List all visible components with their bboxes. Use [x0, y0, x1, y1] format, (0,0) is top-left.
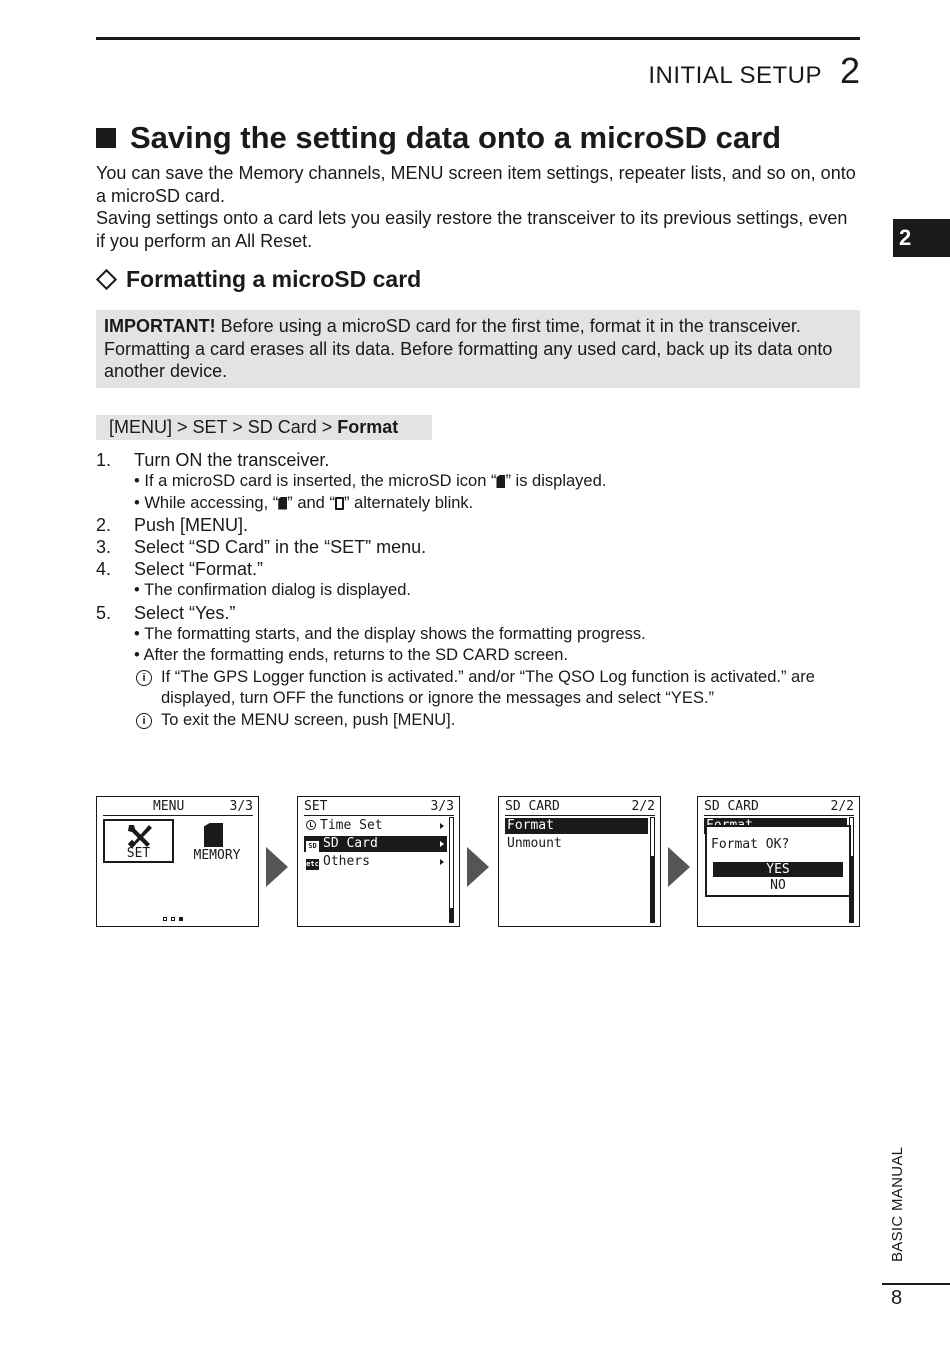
arrow-right-icon [467, 847, 489, 887]
footer-rule [882, 1283, 950, 1285]
page-dots [163, 917, 183, 921]
page-title [96, 120, 781, 156]
menu-path-item: Format [337, 417, 399, 437]
menu-set-label: SET [126, 846, 151, 861]
step-item [96, 558, 860, 580]
sd-icon: SD [306, 841, 319, 852]
intro-text [96, 162, 860, 252]
confirm-dialog [705, 825, 851, 897]
page-dot-active [179, 917, 183, 921]
microsd-icon [496, 475, 505, 488]
row-label: SD Card [323, 836, 378, 851]
step-number: 3. [96, 537, 112, 557]
clock-icon [306, 820, 316, 830]
step-number: 5. [96, 602, 112, 623]
screen-page: 2/2 [830, 799, 854, 814]
screen-set [297, 796, 460, 927]
diamond-icon [96, 269, 117, 290]
note-text: If “The GPS Logger function is activated.” and/or “The QSO Log function is activated.” are displayed, turn OFF the functions or ignore the messages and select “YES.” [161, 667, 815, 707]
step-text: Select “SD Card” in the “SET” menu. [134, 537, 427, 557]
step-text: Turn ON the transceiver. [134, 450, 330, 470]
scrollbar [449, 817, 454, 923]
memory-card-icon [204, 823, 223, 847]
bullet-text: • While accessing, “ [134, 493, 279, 512]
page-header [648, 50, 860, 92]
top-rule [96, 37, 860, 40]
screen-confirm [697, 796, 860, 927]
bullet-text: ” is displayed. [505, 472, 607, 490]
bullet-text: ” and “ [287, 493, 335, 512]
step-number: 2. [96, 515, 112, 535]
chevron-right-icon [440, 823, 444, 829]
set-row-time [304, 818, 447, 834]
menu-memory-item [179, 819, 255, 863]
microsd-outline-icon [335, 497, 344, 510]
screen-title: SD CARD [505, 799, 560, 814]
set-row-others [304, 854, 447, 870]
page-title-text: Saving the setting data onto a microSD card [130, 120, 782, 155]
step-bullet [96, 471, 860, 493]
page-number: 8 [891, 1287, 903, 1309]
screen-title: SET [304, 799, 328, 814]
subsection-title [96, 266, 421, 293]
menu-memory-label: MEMORY [193, 848, 241, 863]
chapter-tab: 2 [893, 219, 950, 257]
step-bullet: • After the formatting ends, returns to the SD CARD screen. [134, 646, 569, 664]
screen-sdcard [498, 796, 661, 927]
sd-row-unmount: Unmount [507, 836, 562, 851]
info-icon: i [136, 670, 152, 686]
sd-row-format: Format [505, 818, 648, 834]
info-icon: i [136, 713, 152, 729]
step-item [96, 514, 860, 536]
step-text: Push [MENU]. [134, 515, 249, 535]
step-number: 4. [96, 559, 112, 579]
step-text: Select “Yes.” [134, 602, 236, 623]
row-label: Others [323, 854, 370, 869]
important-label: IMPORTANT! [104, 316, 216, 336]
screen-title-bar [103, 799, 253, 816]
chevron-right-icon [440, 859, 444, 865]
scrollbar-thumb [651, 856, 654, 922]
step-item [96, 536, 860, 558]
section-title: INITIAL SETUP [648, 62, 822, 89]
bullet-text: ” alternately blink. [343, 493, 474, 512]
scrollbar [650, 817, 655, 923]
step-item [96, 449, 860, 471]
step-bullet: • The confirmation dialog is displayed. [134, 581, 411, 599]
screen-title-bar [704, 799, 854, 816]
step-bullet [96, 493, 860, 515]
note-text: To exit the MENU screen, push [MENU]. [161, 710, 456, 729]
step-text: Select “Format.” [134, 559, 264, 579]
important-note [96, 310, 860, 388]
footer-label: BASIC MANUAL [889, 1146, 906, 1262]
info-note [96, 710, 860, 732]
dialog-question: Format OK? [711, 837, 790, 852]
set-row-sdcard [304, 836, 447, 852]
important-text: Before using a microSD card for the first time, format it in the transceiver. Formatting a card erases all its data. Before formatting any used card, back up its data onto another device. [104, 316, 833, 381]
menu-set-item [103, 819, 174, 863]
intro-paragraph: You can save the Memory channels, MENU screen item settings, repeater lists, and so on, onto a microSD card. [96, 163, 856, 206]
subsection-title-text: Formatting a microSD card [126, 266, 422, 292]
arrow-right-icon [668, 847, 690, 887]
microsd-icon [278, 497, 287, 510]
screen-menu [96, 796, 259, 927]
screen-title-bar [304, 799, 454, 816]
arrow-right-icon [266, 847, 288, 887]
dialog-yes-option: YES [713, 862, 843, 877]
screen-page: 3/3 [430, 799, 454, 814]
menu-path-prefix: [MENU] > SET > SD Card > [109, 417, 338, 437]
page-dot [163, 917, 167, 921]
page-dot [171, 917, 175, 921]
screen-title: SD CARD [704, 799, 759, 814]
row-label: Time Set [320, 818, 383, 833]
screen-page: 3/3 [229, 799, 253, 814]
chevron-right-icon [440, 841, 444, 847]
step-number: 1. [96, 450, 112, 470]
section-number: 2 [839, 50, 860, 91]
scrollbar-thumb [450, 908, 453, 922]
steps-list [96, 449, 860, 731]
square-bullet-icon [96, 128, 116, 148]
etc-icon: etc [306, 860, 319, 868]
bullet-text: • If a microSD card is inserted, the microSD icon “ [134, 472, 497, 490]
menu-path [96, 415, 432, 440]
screen-title-bar [505, 799, 655, 816]
step-bullet: • The formatting starts, and the display shows the formatting progress. [134, 624, 646, 643]
dialog-no-option: NO [770, 878, 786, 893]
info-note [96, 667, 860, 710]
screen-page: 2/2 [631, 799, 655, 814]
step-item [96, 602, 860, 624]
intro-paragraph: Saving settings onto a card lets you easily restore the transceiver to its previous settings, even if you perform an All Reset. [96, 208, 848, 251]
screen-title: MENU [153, 799, 185, 814]
